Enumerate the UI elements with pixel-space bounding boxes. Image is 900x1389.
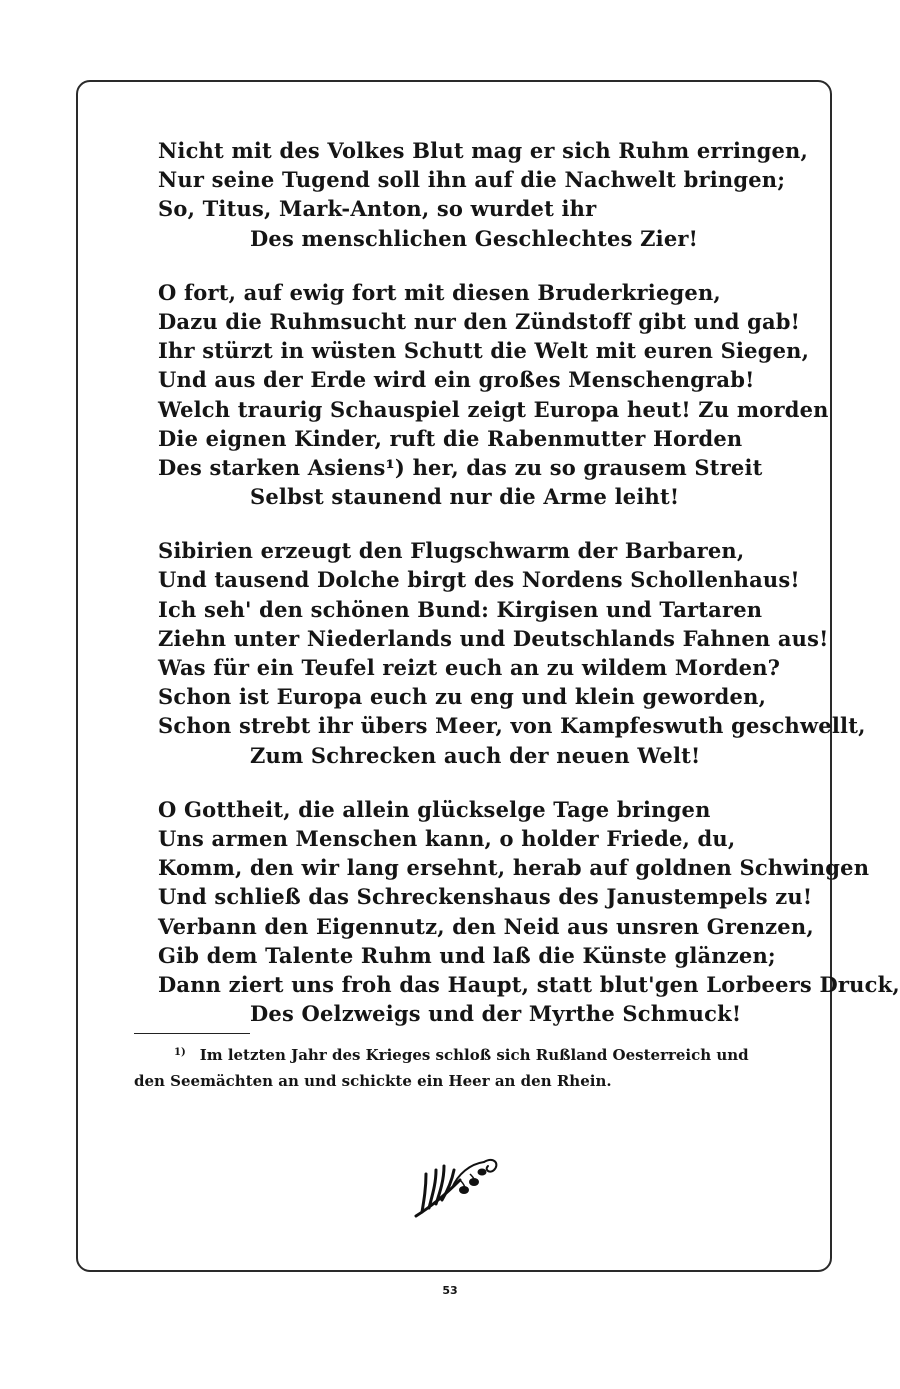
footnote-marker: 1): [174, 1047, 186, 1058]
poem-line-refrain: Des Oelzweigs und der Myrthe Schmuck!: [250, 1001, 742, 1027]
poem-line: Verbann den Eigennutz, den Neid aus unsren Grenzen,: [158, 913, 814, 939]
poem-line-refrain: Zum Schrecken auch der neuen Welt!: [250, 742, 701, 768]
poem-line: Komm, den wir lang ersehnt, herab auf goldnen Schwingen: [158, 855, 870, 881]
page-number: 53: [442, 1284, 458, 1297]
poem-line: Nur seine Tugend soll ihn auf die Nachwelt bringen;: [158, 167, 786, 193]
poem-line: Und tausend Dolche birgt des Nordens Schollenhaus!: [158, 567, 800, 593]
poem-line: Dann ziert uns froh das Haupt, statt blut'gen Lorbeers Druck,: [158, 971, 900, 997]
stanza: [158, 278, 829, 512]
poem-line: Dazu die Ruhmsucht nur den Zündstoff gibt und gab!: [158, 308, 801, 334]
poem-line: Schon ist Europa euch zu eng und klein geworden,: [158, 684, 767, 710]
stanza: [158, 136, 809, 253]
footnote-text-1: Im letzten Jahr des Krieges schloß sich Rußland Oesterreich und: [199, 1046, 749, 1064]
poem-line-refrain: Des menschlichen Geschlechtes Zier!: [250, 225, 699, 251]
footnote-line-1: [134, 1042, 794, 1068]
footnote-divider: [134, 1033, 250, 1034]
poem-line: Schon strebt ihr übers Meer, von Kampfeswuth geschwellt,: [158, 713, 866, 739]
footnote-line-2: den Seemächten an und schickte ein Heer an den Rhein.: [134, 1072, 612, 1090]
stanza: [158, 795, 900, 1029]
poem-line: O Gottheit, die allein glückselge Tage bringen: [158, 796, 711, 822]
poem-line: Uns armen Menschen kann, o holder Friede, du,: [158, 825, 736, 851]
poem-line: Ihr stürzt in wüsten Schutt die Welt mit euren Siegen,: [158, 338, 810, 364]
poem-line: Ich seh' den schönen Bund: Kirgisen und Tartaren: [158, 596, 763, 622]
poem-line: Und schließ das Schreckenshaus des Janustempels zu!: [158, 884, 813, 910]
poem-line: Des starken Asiens¹) her, das zu so grausem Streit: [158, 454, 763, 480]
poem-line: Welch traurig Schauspiel zeigt Europa heut! Zu morden: [158, 396, 829, 422]
poem-line: Sibirien erzeugt den Flugschwarm der Barbaren,: [158, 538, 745, 564]
stanza: [158, 536, 866, 770]
poem-line: Nicht mit des Volkes Blut mag er sich Ruhm erringen,: [158, 138, 809, 163]
poem-line: Und aus der Erde wird ein großes Menschengrab!: [158, 367, 755, 393]
lily-of-the-valley-icon: [412, 1150, 502, 1222]
poem-line: Ziehn unter Niederlands und Deutschlands Fahnen aus!: [158, 625, 829, 651]
poem-line: Die eignen Kinder, ruft die Rabenmutter Horden: [158, 425, 743, 451]
poem-line: Was für ein Teufel reizt euch an zu wildem Morden?: [158, 655, 781, 680]
footnote: [134, 1042, 794, 1094]
poem-line: O fort, auf ewig fort mit diesen Bruderkriegen,: [158, 279, 721, 305]
poem: [158, 136, 900, 1053]
poem-line: Gib dem Talente Ruhm und laß die Künste glänzen;: [158, 942, 776, 968]
poem-line-refrain: Selbst staunend nur die Arme leiht!: [250, 484, 680, 510]
poem-line: So, Titus, Mark-Anton, so wurdet ihr: [158, 196, 597, 222]
